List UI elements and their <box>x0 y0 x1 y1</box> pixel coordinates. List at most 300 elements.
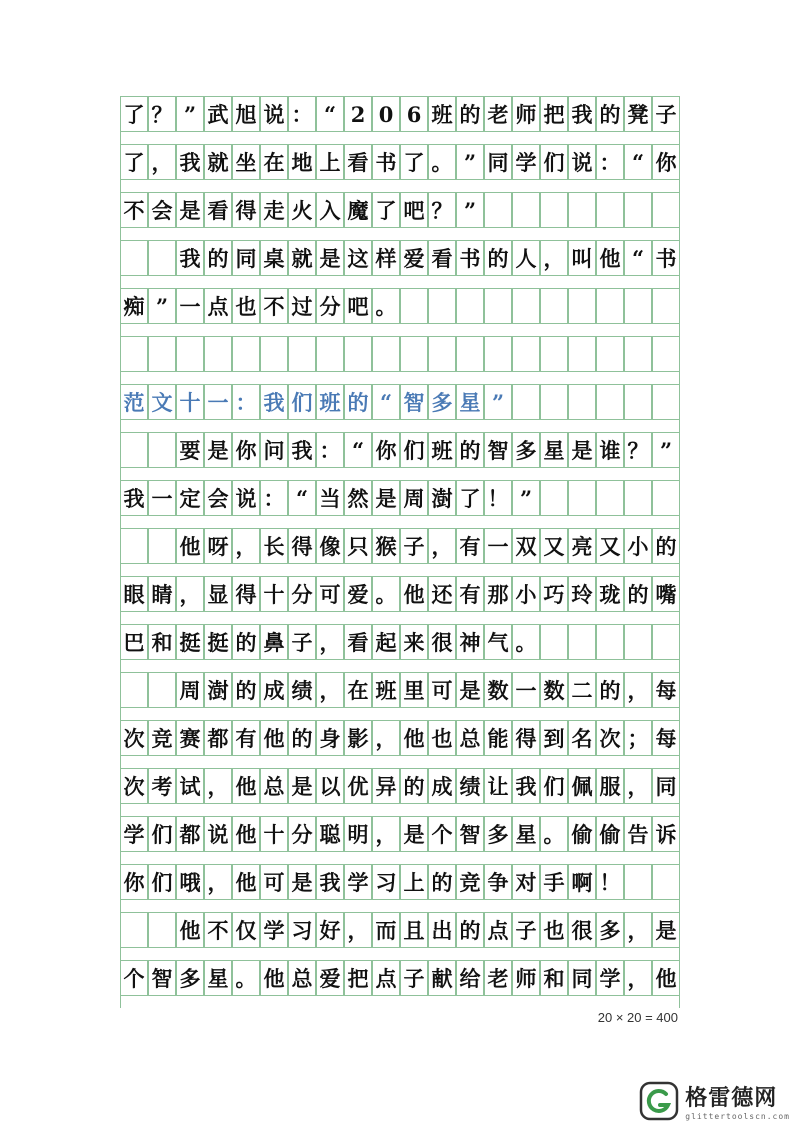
grid-cell <box>540 288 568 324</box>
grid-cell: 一 <box>484 528 512 564</box>
grid-cell: 们 <box>540 768 568 804</box>
grid-cell: ， <box>148 144 176 180</box>
grid-cell: 只 <box>344 528 372 564</box>
grid-cell: 学 <box>120 816 148 852</box>
grid-cell: 分 <box>316 288 344 324</box>
row-gap <box>120 564 680 576</box>
grid-cell: 书 <box>456 240 484 276</box>
grid-cell: 武 <box>204 96 232 132</box>
grid-cell: 每 <box>652 720 680 756</box>
grid-cell: 诉 <box>652 816 680 852</box>
grid-cell: 是 <box>176 192 204 228</box>
grid-cell: 了 <box>372 192 400 228</box>
grid-cell: 的 <box>288 720 316 756</box>
grid-cell: 可 <box>316 576 344 612</box>
text-row <box>120 144 680 192</box>
grid-cell: 人 <box>512 240 540 276</box>
grid-cell: 像 <box>316 528 344 564</box>
grid-cell: 爱 <box>344 576 372 612</box>
grid-cell: 且 <box>400 912 428 948</box>
grid-cell: 师 <box>512 96 540 132</box>
grid-cell: 星 <box>540 432 568 468</box>
grid-cell: 起 <box>372 624 400 660</box>
grid-cell: 分 <box>288 816 316 852</box>
grid-cell: 对 <box>512 864 540 900</box>
grid-cell: 珑 <box>596 576 624 612</box>
grid-cell: 个 <box>428 816 456 852</box>
grid-cell: 多 <box>484 816 512 852</box>
row-gap <box>120 804 680 816</box>
grid-cell: ， <box>624 912 652 948</box>
grid-cell: 爱 <box>400 240 428 276</box>
grid-cell: 小 <box>624 528 652 564</box>
row-gap <box>120 180 680 192</box>
grid-cell: 同 <box>232 240 260 276</box>
grid-cell <box>624 624 652 660</box>
grid-cells <box>120 768 680 804</box>
grid-cell: 凳 <box>624 96 652 132</box>
grid-cell: 是 <box>316 240 344 276</box>
logo-name: 格雷德网 <box>685 1085 778 1111</box>
grid-cell: 气 <box>484 624 512 660</box>
grid-cell: 老 <box>484 96 512 132</box>
grid-cell: 火 <box>288 192 316 228</box>
grid-cell <box>120 336 148 372</box>
grid-cell: 我 <box>316 864 344 900</box>
row-gap <box>120 132 680 144</box>
grid-cell: 班 <box>316 384 344 420</box>
grid-cell: 是 <box>372 480 400 516</box>
grid-cell <box>316 336 344 372</box>
grid-cell: 告 <box>624 816 652 852</box>
grid-cell: 到 <box>540 720 568 756</box>
row-gap <box>120 420 680 432</box>
grid-cell: 也 <box>232 288 260 324</box>
grid-cell: 过 <box>288 288 316 324</box>
grid-cell: 的 <box>596 96 624 132</box>
grid-cell: 子 <box>400 528 428 564</box>
grid-cell: ， <box>624 672 652 708</box>
grid-cell: 是 <box>456 672 484 708</box>
grid-cell: 的 <box>204 240 232 276</box>
grid-cell: 的 <box>232 672 260 708</box>
grid-cell: 也 <box>428 720 456 756</box>
grid-cell: 我 <box>176 240 204 276</box>
grid-cell: 书 <box>372 144 400 180</box>
grid-cell: ！ <box>484 480 512 516</box>
grid-cell <box>120 912 148 948</box>
grid-cell <box>568 480 596 516</box>
grid-cell: 同 <box>568 960 596 996</box>
grid-cell: 得 <box>232 576 260 612</box>
grid-cell: 总 <box>260 768 288 804</box>
grid-cell <box>400 336 428 372</box>
grid-cell: 你 <box>232 432 260 468</box>
grid-cell: 竞 <box>148 720 176 756</box>
grid-cell: 。 <box>372 288 400 324</box>
grid-cell <box>428 336 456 372</box>
grid-cell: 班 <box>428 432 456 468</box>
grid-cell: 得 <box>288 528 316 564</box>
grid-cell: 这 <box>344 240 372 276</box>
grid-cell <box>568 336 596 372</box>
grid-cell: 爱 <box>316 960 344 996</box>
grid-cell: 异 <box>372 768 400 804</box>
grid-cell: 把 <box>540 96 568 132</box>
grid-cell: 身 <box>316 720 344 756</box>
grid-cell <box>652 864 680 900</box>
grid-cell <box>148 240 176 276</box>
grid-cell: 。 <box>372 576 400 612</box>
grid-cell <box>596 336 624 372</box>
text-row <box>120 192 680 240</box>
grid-cell <box>540 192 568 228</box>
grid-cell: 神 <box>456 624 484 660</box>
grid-cell: 聪 <box>316 816 344 852</box>
grid-cell: ” <box>148 288 176 324</box>
grid-cell: 还 <box>428 576 456 612</box>
grid-cell: 次 <box>596 720 624 756</box>
grid-cell: ： <box>260 480 288 516</box>
grid-cell <box>624 192 652 228</box>
grid-cell: 的 <box>484 240 512 276</box>
grid-cell <box>540 336 568 372</box>
grid-cell: 那 <box>484 576 512 612</box>
grid-cell: 们 <box>288 384 316 420</box>
grid-cell: 小 <box>512 576 540 612</box>
grid-cell: 智 <box>400 384 428 420</box>
grid-cell: 试 <box>176 768 204 804</box>
grid-cell: 他 <box>400 720 428 756</box>
grid-cell: 出 <box>428 912 456 948</box>
text-row <box>120 96 680 144</box>
grid-cell <box>512 336 540 372</box>
grid-cell: 可 <box>428 672 456 708</box>
grid-cell: ？ <box>428 192 456 228</box>
grid-cell <box>484 288 512 324</box>
grid-cell: 二 <box>568 672 596 708</box>
grid-cell: 数 <box>484 672 512 708</box>
grid-cell: 得 <box>512 720 540 756</box>
grid-cell: 同 <box>484 144 512 180</box>
grid-cell: ； <box>624 720 652 756</box>
grid-cell: 旭 <box>232 96 260 132</box>
row-gap <box>120 852 680 864</box>
grid-cell: 成 <box>428 768 456 804</box>
row-gap <box>120 516 680 528</box>
grid-cell: ： <box>288 96 316 132</box>
logo-g-icon <box>639 1081 679 1121</box>
grid-cell: 们 <box>400 432 428 468</box>
grid-cell <box>624 336 652 372</box>
grid-cell: 。 <box>540 816 568 852</box>
grid-cell: ： <box>232 384 260 420</box>
grid-cell: 定 <box>176 480 204 516</box>
grid-cell: 学 <box>512 144 540 180</box>
grid-cell: 子 <box>288 624 316 660</box>
row-gap <box>120 276 680 288</box>
grid-cell <box>512 192 540 228</box>
grid-cells <box>120 672 680 708</box>
grid-cell <box>260 336 288 372</box>
grid-cell: 有 <box>456 576 484 612</box>
grid-cell: 挺 <box>176 624 204 660</box>
grid-cell: 挺 <box>204 624 232 660</box>
grid-cell: 。 <box>512 624 540 660</box>
grid-cell: 。 <box>232 960 260 996</box>
grid-cell: 星 <box>204 960 232 996</box>
grid-cell: 他 <box>260 960 288 996</box>
grid-cell: 们 <box>148 816 176 852</box>
grid-cell: 能 <box>484 720 512 756</box>
grid-cell: 绩 <box>288 672 316 708</box>
grid-cell <box>596 480 624 516</box>
grid-cell: 周 <box>176 672 204 708</box>
grid-cell: 子 <box>652 96 680 132</box>
grid-cell: 们 <box>148 864 176 900</box>
grid-cell: 学 <box>344 864 372 900</box>
row-gap <box>120 996 680 1008</box>
grid-cell: ， <box>232 528 260 564</box>
grid-cell: 学 <box>260 912 288 948</box>
grid-cell: 一 <box>512 672 540 708</box>
grid-cell: ” <box>512 480 540 516</box>
grid-count-label: 20 × 20 = 400 <box>597 1010 678 1025</box>
grid-cell: 玲 <box>568 576 596 612</box>
grid-cell: 习 <box>288 912 316 948</box>
grid-cell: 智 <box>484 432 512 468</box>
grid-cell: 不 <box>120 192 148 228</box>
grid-cell <box>120 672 148 708</box>
grid-cell: 明 <box>344 816 372 852</box>
grid-cell: 他 <box>596 240 624 276</box>
grid-cell <box>568 192 596 228</box>
grid-cell <box>148 336 176 372</box>
grid-cell <box>540 384 568 420</box>
grid-cell: 很 <box>428 624 456 660</box>
grid-cell: 和 <box>148 624 176 660</box>
grid-cell: 入 <box>316 192 344 228</box>
grid-cell: 他 <box>232 864 260 900</box>
grid-cell: 要 <box>176 432 204 468</box>
grid-cell: “ <box>288 480 316 516</box>
grid-cell: 样 <box>372 240 400 276</box>
grid-cell: 老 <box>484 960 512 996</box>
row-gap <box>120 660 680 672</box>
grid-cell: 会 <box>148 192 176 228</box>
row-gap <box>120 900 680 912</box>
grid-cell: 一 <box>176 288 204 324</box>
grid-cell: 是 <box>400 816 428 852</box>
grid-cell: ： <box>596 144 624 180</box>
grid-cell <box>624 864 652 900</box>
grid-cell <box>288 336 316 372</box>
grid-cell <box>120 432 148 468</box>
grid-cell: 澍 <box>428 480 456 516</box>
grid-cell <box>484 192 512 228</box>
text-row <box>120 720 680 768</box>
grid-cell: 偷 <box>596 816 624 852</box>
grid-cell: 们 <box>540 144 568 180</box>
grid-cell: 可 <box>260 864 288 900</box>
grid-cell: 走 <box>260 192 288 228</box>
grid-cell: 范 <box>120 384 148 420</box>
grid-cell <box>120 240 148 276</box>
grid-cell: 点 <box>204 288 232 324</box>
grid-cell: ， <box>624 960 652 996</box>
grid-cell <box>484 336 512 372</box>
grid-cell <box>568 288 596 324</box>
grid-cell: ” <box>456 144 484 180</box>
grid-cell: “ <box>372 384 400 420</box>
text-row <box>120 960 680 1008</box>
grid-cell: 总 <box>288 960 316 996</box>
grid-cells <box>120 816 680 852</box>
grid-cell: 看 <box>344 144 372 180</box>
grid-cells <box>120 720 680 756</box>
grid-cell: 眼 <box>120 576 148 612</box>
grid-cell: 上 <box>316 144 344 180</box>
grid-cell: 了 <box>120 96 148 132</box>
grid-cell: ” <box>456 192 484 228</box>
logo-url: glittertoolscn.com <box>685 1112 790 1121</box>
grid-cell: 总 <box>456 720 484 756</box>
grid-cell: 不 <box>204 912 232 948</box>
grid-cell: ” <box>484 384 512 420</box>
grid-cell: 的 <box>232 624 260 660</box>
grid-cell <box>148 912 176 948</box>
grid-cell: 看 <box>428 240 456 276</box>
grid-cell <box>652 624 680 660</box>
grid-cell <box>372 336 400 372</box>
grid-cell: 在 <box>260 144 288 180</box>
grid-cell: 点 <box>372 960 400 996</box>
grid-cell: 的 <box>624 576 652 612</box>
grid-cell: “ <box>316 96 344 132</box>
grid-cell: ， <box>204 864 232 900</box>
grid-cell: 都 <box>176 816 204 852</box>
grid-cell: 猴 <box>372 528 400 564</box>
grid-cell: 你 <box>652 144 680 180</box>
grid-cell: 子 <box>512 912 540 948</box>
grid-cell: 亮 <box>568 528 596 564</box>
grid-cell: 星 <box>456 384 484 420</box>
grid-cell: 呀 <box>204 528 232 564</box>
grid-cell: ， <box>372 816 400 852</box>
grid-cell: 他 <box>232 816 260 852</box>
grid-cell: 谁 <box>596 432 624 468</box>
text-row <box>120 912 680 960</box>
grid-cell <box>204 336 232 372</box>
grid-cell: 数 <box>540 672 568 708</box>
grid-cell <box>512 288 540 324</box>
grid-cell: 问 <box>260 432 288 468</box>
grid-cell: 子 <box>400 960 428 996</box>
grid-cell: 书 <box>652 240 680 276</box>
grid-cell: 十 <box>176 384 204 420</box>
text-row <box>120 624 680 672</box>
grid-cells <box>120 576 680 612</box>
grid-cell: 他 <box>400 576 428 612</box>
grid-cell: 班 <box>428 96 456 132</box>
grid-cells <box>120 624 680 660</box>
grid-cell <box>652 192 680 228</box>
grid-cell: ， <box>316 624 344 660</box>
grid-cell: 说 <box>204 816 232 852</box>
grid-cell: 次 <box>120 768 148 804</box>
grid-cell: 给 <box>456 960 484 996</box>
grid-cell: 在 <box>344 672 372 708</box>
grid-cell <box>148 432 176 468</box>
grid-cell: 十 <box>260 576 288 612</box>
grid-cell: 成 <box>260 672 288 708</box>
text-row <box>120 768 680 816</box>
grid-cell: 吧 <box>344 288 372 324</box>
grid-cell: ” <box>652 432 680 468</box>
grid-cell: 他 <box>176 528 204 564</box>
grid-cells <box>120 288 680 324</box>
grid-cell: 你 <box>372 432 400 468</box>
grid-cell: 是 <box>652 912 680 948</box>
grid-cell: 了 <box>400 144 428 180</box>
text-row <box>120 576 680 624</box>
grid-cells <box>120 912 680 948</box>
grid-cell: 嘴 <box>652 576 680 612</box>
grid-cell: 多 <box>596 912 624 948</box>
row-gap <box>120 948 680 960</box>
grid-cells <box>120 864 680 900</box>
grid-cell: 他 <box>260 720 288 756</box>
grid-cell: 偷 <box>568 816 596 852</box>
grid-cell <box>456 288 484 324</box>
grid-cell: 赛 <box>176 720 204 756</box>
grid-cell <box>652 480 680 516</box>
grid-cell: ， <box>428 528 456 564</box>
grid-cell: 就 <box>288 240 316 276</box>
grid-cell <box>652 288 680 324</box>
text-row <box>120 480 680 528</box>
text-row <box>120 816 680 864</box>
grid-cell: ！ <box>596 864 624 900</box>
grid-cell <box>568 624 596 660</box>
grid-cells <box>120 480 680 516</box>
grid-cell: 的 <box>456 912 484 948</box>
row-gap <box>120 708 680 720</box>
grid-cell: 佩 <box>568 768 596 804</box>
grid-cell: 巴 <box>120 624 148 660</box>
grid-cell: 说 <box>232 480 260 516</box>
grid-cell <box>624 384 652 420</box>
grid-cell: 名 <box>568 720 596 756</box>
grid-cell: 我 <box>260 384 288 420</box>
grid-cell: 分 <box>288 576 316 612</box>
grid-cell: 上 <box>400 864 428 900</box>
grid-cell: 桌 <box>260 240 288 276</box>
grid-cell: “ <box>624 240 652 276</box>
grid-cell: 是 <box>204 432 232 468</box>
grid-cell: 哦 <box>176 864 204 900</box>
grid-cell: 多 <box>428 384 456 420</box>
grid-cell: 习 <box>372 864 400 900</box>
manuscript-grid <box>120 96 680 1008</box>
grid-cell: 考 <box>148 768 176 804</box>
grid-cell: 吧 <box>400 192 428 228</box>
grid-cell: ， <box>176 576 204 612</box>
grid-cell: 一 <box>148 480 176 516</box>
grid-cells <box>120 144 680 180</box>
grid-cell: 的 <box>456 432 484 468</box>
row-gap <box>120 372 680 384</box>
